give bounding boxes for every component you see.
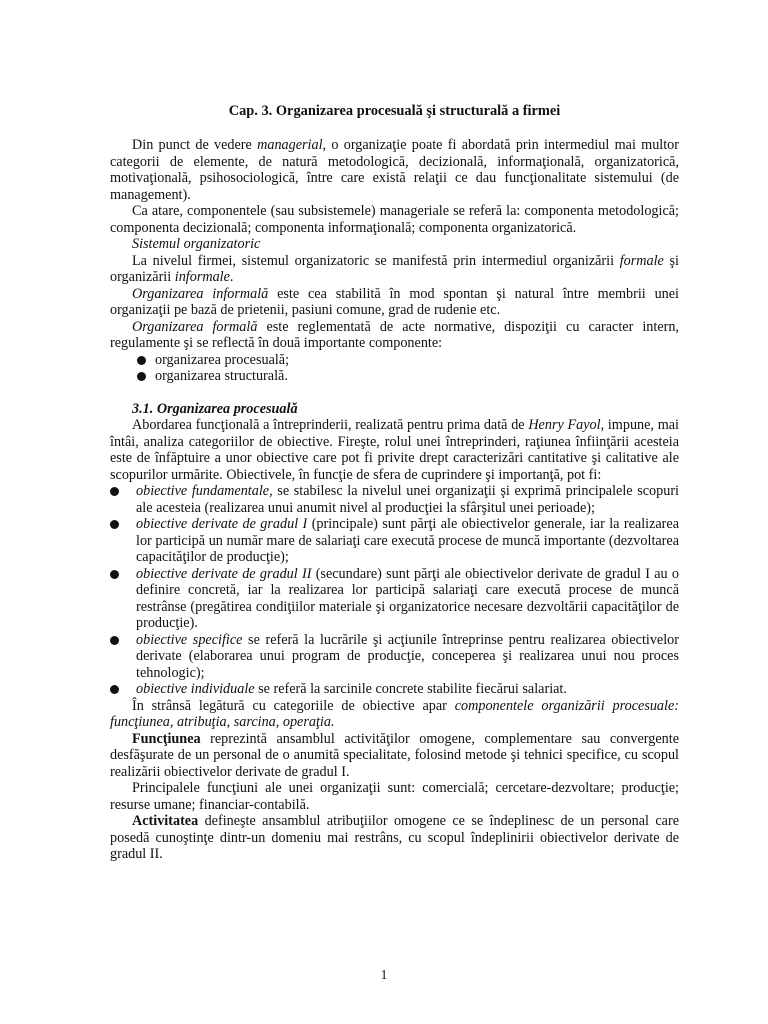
section-heading: 3.1. Organizarea procesuală (132, 400, 298, 417)
list-item-text: organizarea procesuală; (155, 351, 290, 368)
text-run-bold: Activitatea (132, 813, 199, 829)
text-run-italic: Organizarea informală (132, 285, 269, 302)
functiunea-paragraph (110, 731, 679, 781)
page-number: 1 (380, 967, 388, 982)
text-run-italic: Organizarea formală (132, 318, 258, 335)
bullet-icon (137, 372, 146, 381)
text-run: La nivelul firmei, sistemul organizatoric se manifestă prin intermediul organizării (132, 252, 620, 269)
bullet-icon (137, 356, 146, 365)
list-item (110, 566, 679, 632)
objective-term: obiective specifice (136, 631, 243, 648)
text-run: În strânsă legătură cu categoriile de obiective apar (132, 697, 455, 714)
objective-text: (secundare) sunt părţi ale obiectivelor derivate de gradul I au o definire concretă, iar la realizarea lor participă salariaţi care execută procese de muncă restrânse (pregătirea condiţiilor materiale şi organizatorice necesare dezvoltării capacităţilor de producţie). (136, 565, 679, 631)
text-run: şi organizării (110, 252, 679, 285)
objective-text: (principale) sunt părţi ale obiectivelor generale, iar la realizarea lor participă un număr mare de salariaţi care execută procese de muncă importante (dezvoltarea capacităţilor de producţie); (136, 516, 679, 565)
bullet-icon (110, 520, 119, 529)
text-run: este reglementată de acte normative, dispoziţii cu caracter intern, regulamente şi se reflectă în două importante componente: (110, 318, 679, 351)
text-run: defineşte ansamblul atribuţiilor omogene ce se îndeplinesc de un personal care posedă cunoştinţe dintr-un domeniu mai restrâns, cu scopul îndeplinirii obiectivelor derivate de gradul II. (110, 813, 679, 862)
sistemul-paragraph (110, 253, 679, 286)
components-paragraph: Ca atare, componentele (sau subsistemele) manageriale se referă la: componenta metodologică; componenta decizională; componenta informaţională; componenta organizatorică. (110, 203, 679, 236)
list-item (110, 681, 679, 698)
text-run: Din punct de vedere (132, 137, 258, 153)
intro-paragraph (110, 137, 679, 203)
text-run: este cea stabilită în mod spontan şi natural între membrii unei organizaţii pe bază de prietenii, pasiuni comune, grad de rudenie etc. (110, 285, 679, 318)
objectives-list (110, 483, 679, 698)
informal-paragraph (110, 286, 679, 319)
list-item (110, 368, 679, 385)
list-item (110, 483, 679, 516)
list-item (110, 516, 679, 566)
text-run-bold: Funcţiunea (132, 730, 201, 747)
text-run: Abordarea funcţională a întreprinderii, realizată pentru prima dată de (132, 417, 529, 433)
objective-term: obiective fundamentale (136, 483, 270, 499)
text-run-italic: formale (619, 252, 664, 269)
list-item (110, 632, 679, 682)
text-run-italic: componentele organizării procesuale: funcţiunea, atribuţia, sarcina, operaţia. (110, 697, 679, 730)
list-item (110, 352, 679, 369)
objective-term: obiective individuale (136, 681, 255, 697)
text-run: . (229, 269, 234, 285)
text-run: , o organizaţie poate fi abordată prin intermediul mai multor categorii de elemente, de natură metodologică, decizională, informaţională, organizatorică, motivaţională, psihosociologică, între care există relaţii ce dau funcţionalitate sistemului (de management). (110, 137, 680, 203)
objective-text: se referă la lucrările şi acţiunile întreprinse pentru realizarea obiectivelor derivate (elaborarea unui program de producţie, conceperea şi realizarea unui nou proces tehnologic); (136, 631, 679, 681)
chapter-title: Cap. 3. Organizarea procesuală şi structurală a firmei (228, 103, 561, 119)
spacer (110, 385, 679, 401)
objective-term: obiective derivate de gradul II (136, 565, 312, 582)
activitatea-paragraph (110, 813, 679, 863)
text-run-italic: managerial (257, 137, 323, 153)
principalele-paragraph: Principalele funcţiuni ale unei organizaţii sunt: comercială; cercetare-dezvoltare; producţie; resurse umane; financiar-contabilă. (110, 780, 679, 813)
page-content (110, 103, 679, 863)
bullet-icon (110, 570, 119, 579)
components-list (110, 352, 679, 385)
sistemul-heading (110, 236, 679, 253)
objective-term: obiective derivate de gradul I (136, 516, 308, 532)
heading-text: Sistemul organizatoric (132, 236, 261, 252)
bullet-icon (110, 685, 119, 694)
text-run-italic: informale (174, 269, 230, 285)
bullet-icon (110, 487, 119, 496)
componente-paragraph (110, 698, 679, 731)
text-run-italic: Henry Fayol (528, 417, 601, 433)
text-run: , impune, mai întâi, analiza categoriilor de obiective. Fireşte, rolul unei întreprinderi, raţiunea înfiinţării acesteia este de înfăptuire a unor obiective care pot fi privite drept caracterizări cantitative şi calitative ale scopurilor urmărite. Obiectivele, în funcţie de sfera de cuprindere şi importanţă, pot fi: (110, 417, 679, 483)
objective-text: se referă la sarcinile concrete stabilite fiecărui salariat. (254, 681, 567, 697)
bullet-icon (110, 636, 119, 645)
fayol-paragraph (110, 417, 679, 483)
list-item-text: organizarea structurală. (155, 368, 288, 384)
text-run: reprezintă ansamblul activităţilor omogene, complementare sau convergente desfăşurate de un personal de o anumită specialitate, folosind metode şi tehnici specifice, cu scopul realizării obiectivelor derivate de gradul I. (110, 730, 679, 780)
formal-paragraph (110, 319, 679, 352)
objective-text: , se stabilesc la nivelul unei organizaţii şi exprimă principalele scopuri ale acesteia (realizarea unui anumit nivel al producţiei la sfârşitul unei perioade); (136, 483, 679, 516)
